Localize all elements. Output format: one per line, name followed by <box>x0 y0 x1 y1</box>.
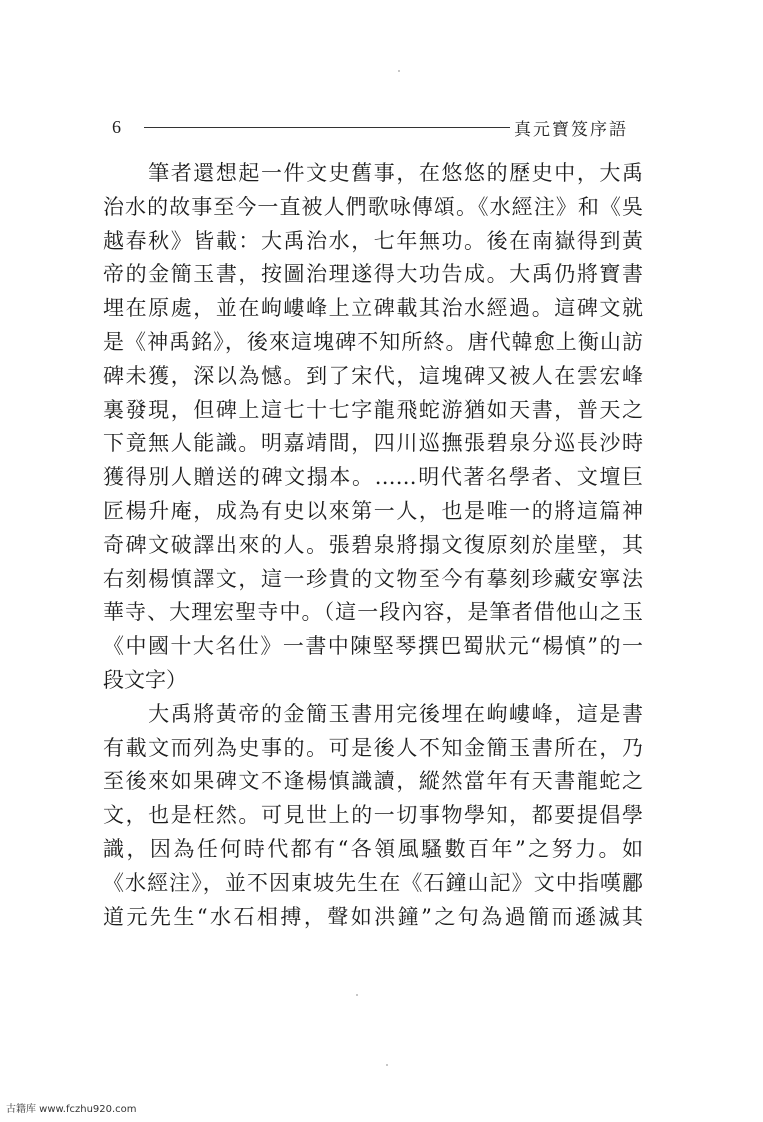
text-line: 華寺、大理宏聖寺中。（這一段內容，是筆者借他山之玉 <box>103 600 643 625</box>
text-line: 治水的故事至今一直被人們歌咏傳頌。《水經注》和《吳 <box>103 194 643 219</box>
page-number: 6 <box>112 116 121 137</box>
text-line: 《中國十大名仕》一書中陳堅琴撰巴蜀狀元“楊慎”的一 <box>103 634 643 659</box>
text-line: 下竟無人能識。明嘉靖間，四川巡撫張碧泉分巡長沙時 <box>103 431 643 456</box>
text-line: 裏發現，但碑上這七十七字龍飛蛇游猶如天書，普天之 <box>103 397 643 422</box>
scan-speck <box>356 994 358 996</box>
header-rule <box>144 127 510 128</box>
text-line: 帝的金簡玉書，按圖治理遂得大功告成。大禹仍將寶書 <box>103 262 643 287</box>
text-line: 段文字） <box>103 667 187 692</box>
scan-speck <box>386 1064 388 1066</box>
text-line: 文，也是枉然。可見世上的一切事物學知，都要提倡學 <box>103 803 643 828</box>
text-line: 埋在原處，並在岣嶁峰上立碑載其治水經過。這碑文就 <box>103 296 643 321</box>
text-line: 至後來如果碑文不逢楊慎識讀，縱然當年有天書龍蛇之 <box>103 769 643 794</box>
text-line: 越春秋》皆載：大禹治水，七年無功。後在南嶽得到黃 <box>103 228 643 253</box>
site-watermark: 古籍库 www.fczhu920.com <box>6 1104 137 1115</box>
text-line: 筆者還想起一件文史舊事，在悠悠的歷史中，大禹 <box>103 161 643 185</box>
text-line: 匠楊升庵，成為有史以來第一人，也是唯一的將這篇神 <box>103 498 643 523</box>
text-line: 奇碑文破譯出來的人。張碧泉將搨文復原刻於崖壁，其 <box>103 532 643 557</box>
page-header <box>112 114 628 140</box>
running-title: 真元寶笈序語 <box>514 119 628 140</box>
body-text <box>103 157 643 934</box>
scan-speck <box>398 70 400 72</box>
text-line: 獲得別人贈送的碑文搨本。……明代著名學者、文壇巨 <box>103 465 643 490</box>
text-line: 《水經注》，並不因東坡先生在《石鐘山記》文中指嘆酈 <box>103 870 643 895</box>
text-line: 有載文而列為史事的。可是後人不知金簡玉書所在，乃 <box>103 735 643 760</box>
text-line: 右刻楊慎譯文，這一珍貴的文物至今有摹刻珍藏安寧法 <box>103 566 643 591</box>
text-line: 識，因為任何時代都有“各領風騷數百年”之努力。如 <box>103 836 643 861</box>
text-line: 碑未獲，深以為憾。到了宋代，這塊碑又被人在雲宏峰 <box>103 363 643 388</box>
text-line: 大禹將黃帝的金簡玉書用完後埋在岣嶁峰，這是書 <box>103 701 643 726</box>
text-line: 道元先生“水石相搏，聲如洪鐘”之句為過簡而遜滅其 <box>103 904 643 929</box>
text-line: 是《神禹銘》，後來這塊碑不知所終。唐代韓愈上衡山訪 <box>103 329 643 354</box>
